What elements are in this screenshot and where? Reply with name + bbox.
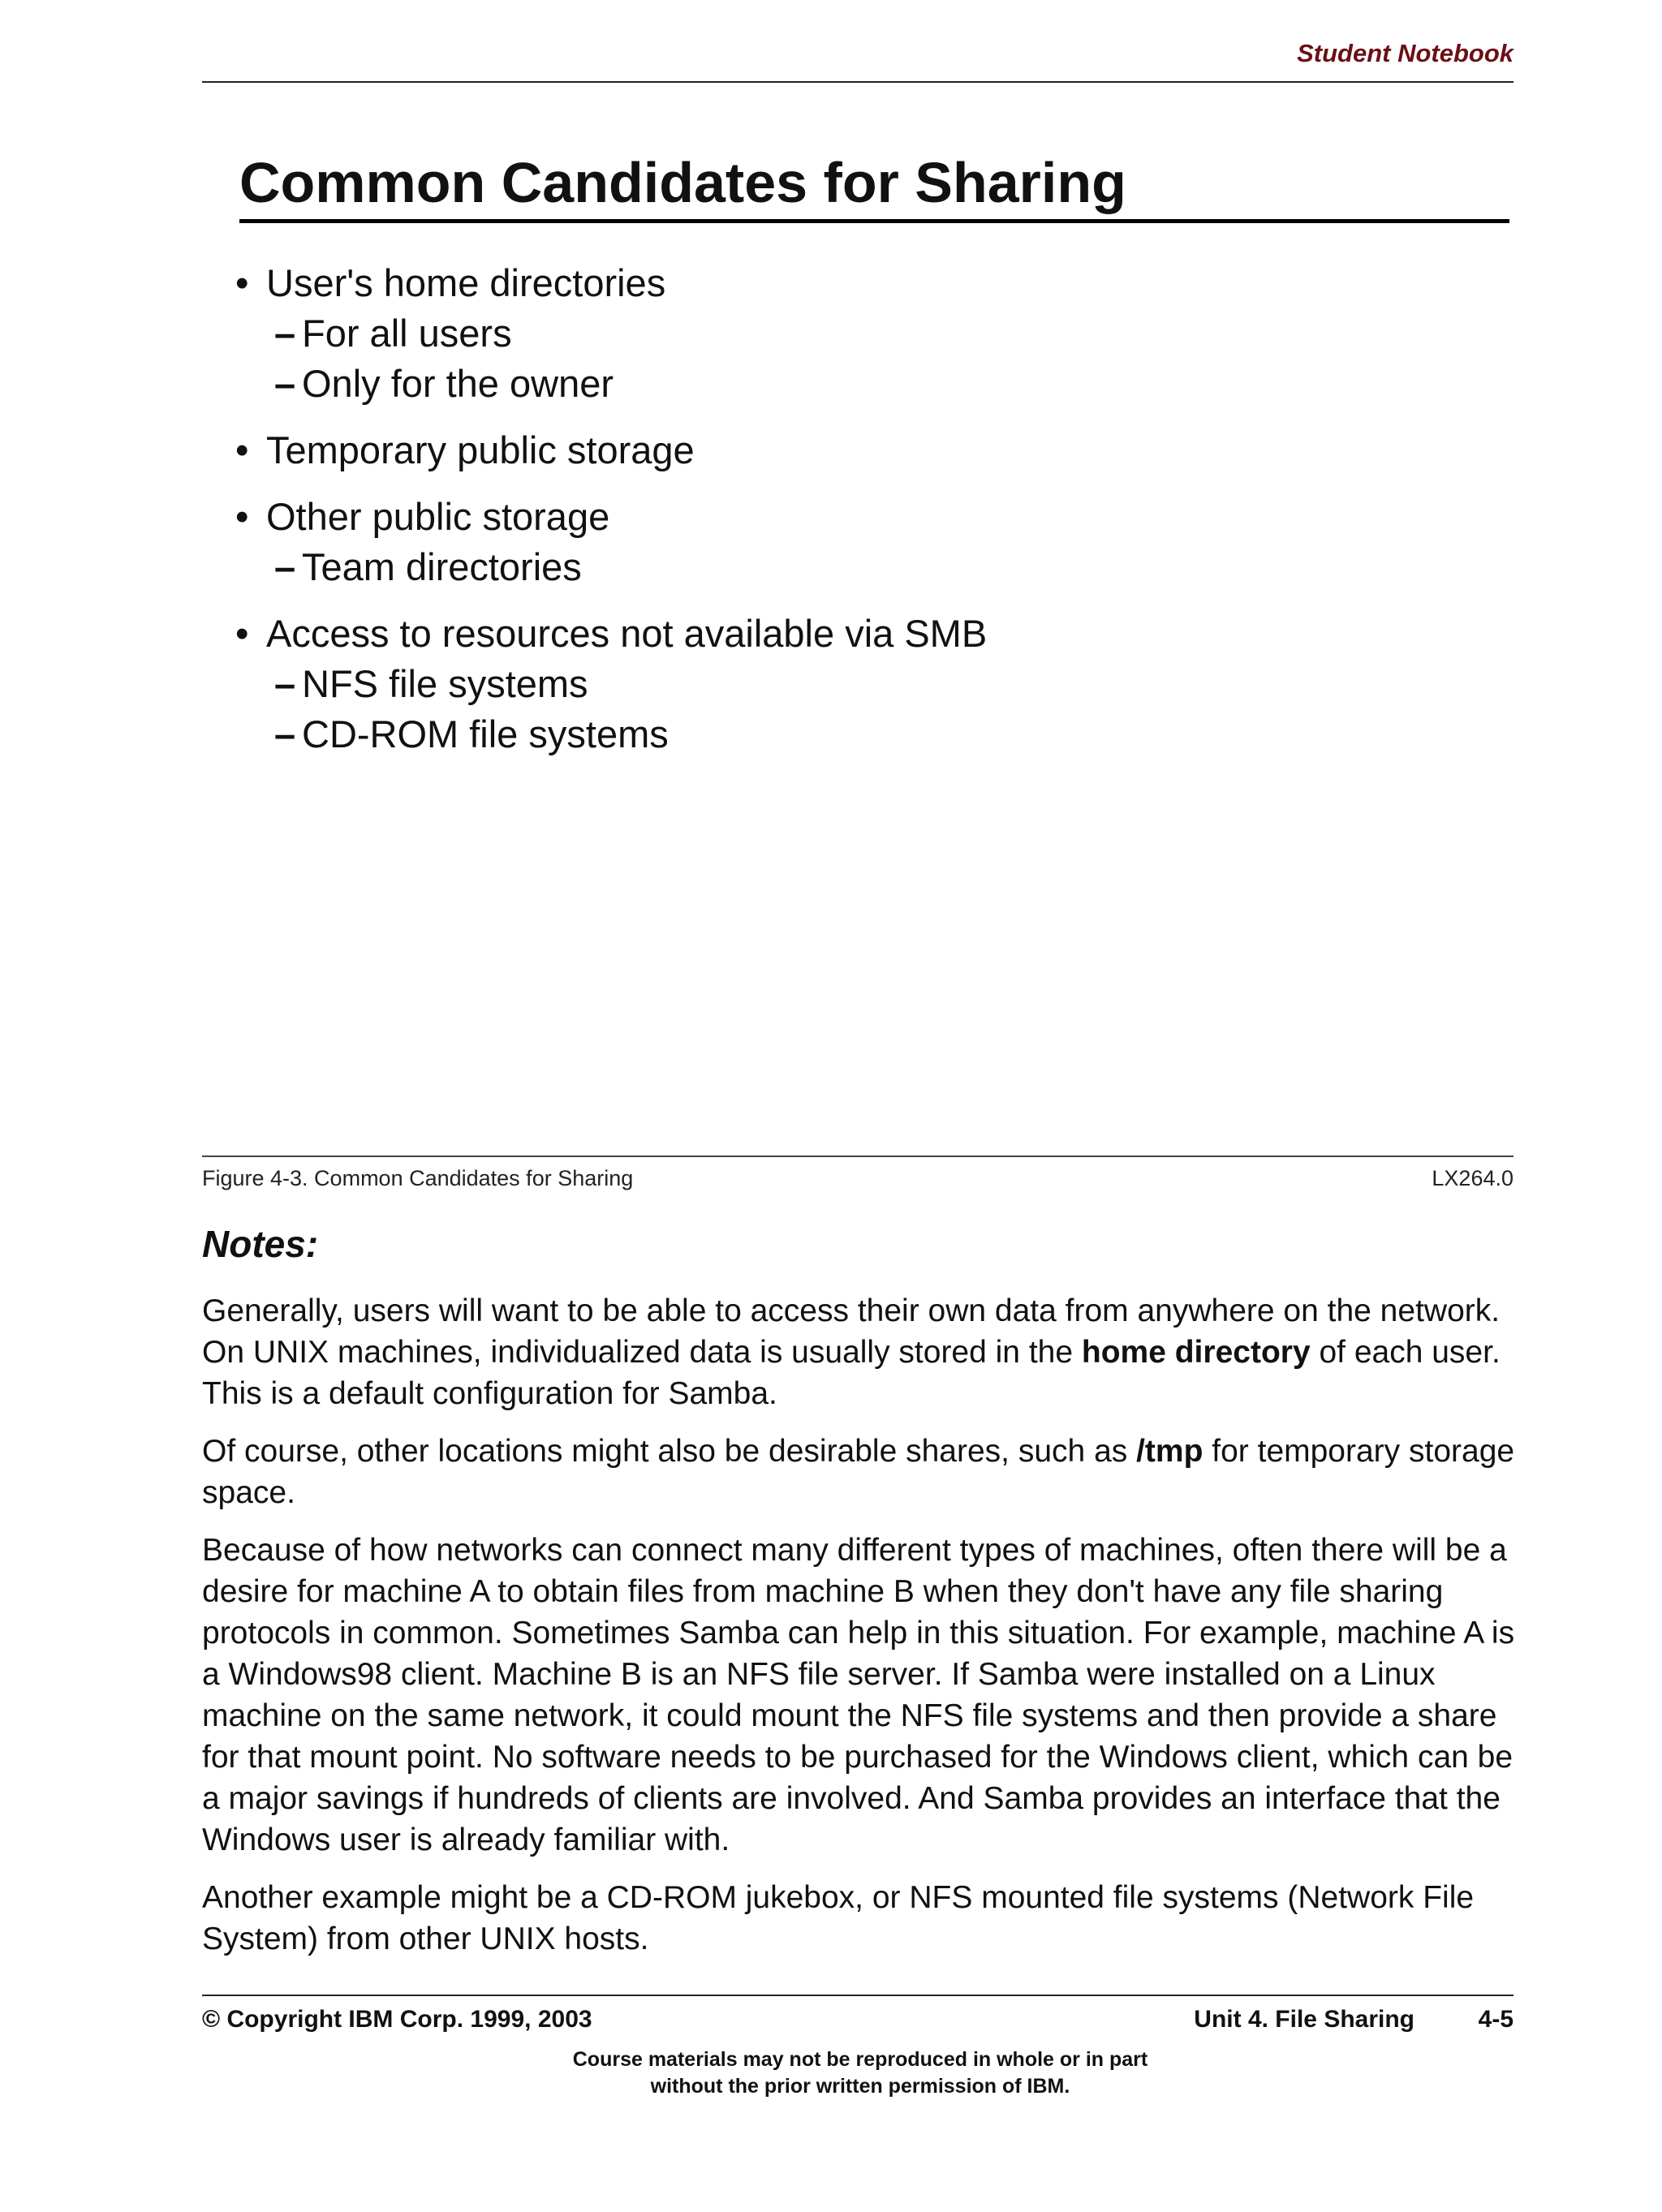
footer-copyright: © Copyright IBM Corp. 1999, 2003 (202, 2006, 592, 2033)
slide-title: Common Candidates for Sharing (239, 146, 1509, 223)
dash-icon: – (274, 362, 296, 405)
notes-paragraph: Because of how networks can connect many different types of machines, often there will be a desire for machine A to obtain files from machine B when they don't have any file sharing protocols in common. Sometimes Samba can help in this situation. For example, machine A is a Windows98 client. Machine B is an NFS file server. If Samba were installed on a Linux machine on the same network, it could mount the NFS file systems and then provide a share for that mount point. No software needs to be purchased for the Windows client, which can be a major savings if hundreds of clients are involved. And Samba provides an interface that the Windows user is already familiar with. (202, 1533, 1515, 1857)
bullet-item (235, 258, 987, 409)
sub-item (274, 308, 987, 359)
bullet-text: User's home directories (266, 261, 666, 304)
bullet-text: Temporary public storage (266, 428, 695, 471)
sub-text: Team directories (302, 545, 582, 588)
footer-page-number: 4-5 (1478, 2006, 1513, 2033)
sub-text: Only for the owner (302, 362, 614, 405)
sub-text: NFS file systems (302, 662, 588, 705)
notes-text: Generally, users will want to be able to access their own data from anywhere on the network. On UNIX machines, individualized data is usually stored in the (202, 1293, 1501, 1370)
sub-item (274, 709, 987, 760)
footer-legal (0, 2046, 1662, 2100)
header-label: Student Notebook (1297, 39, 1513, 67)
sub-item (274, 542, 987, 592)
sub-text: For all users (302, 312, 512, 355)
notes-title: Notes: (202, 1223, 319, 1265)
bullet-dot-icon: • (235, 428, 249, 471)
dash-icon: – (274, 312, 296, 355)
sub-list (235, 659, 987, 760)
sub-list (235, 308, 987, 409)
notes-bold-term: home directory (1081, 1335, 1311, 1370)
header-rule (202, 81, 1513, 83)
dash-icon: – (274, 545, 296, 588)
dash-icon: – (274, 662, 296, 705)
bullet-text: Other public storage (266, 495, 610, 538)
notes-text: of each user. This is a default configuration for Samba. (202, 1335, 1501, 1411)
footer-legal-line: Course materials may not be reproduced in whole or in part (572, 2048, 1148, 2071)
notes-paragraph (202, 1431, 1517, 1513)
bullet-item (235, 609, 987, 760)
footer-unit: Unit 4. File Sharing (1194, 2006, 1414, 2033)
figure-caption: Figure 4-3. Common Candidates for Sharing (202, 1166, 634, 1190)
footer-rule (202, 1995, 1513, 1996)
notes-bold-term: /tmp (1136, 1434, 1203, 1469)
sub-list (235, 542, 987, 592)
figure-code: LX264.0 (1432, 1166, 1513, 1190)
bullet-text: Access to resources not available via SMB (266, 612, 988, 655)
slide-bullet-list (235, 258, 987, 776)
notes-text: for temporary storage space. (202, 1434, 1515, 1510)
notes-paragraph (202, 1290, 1517, 1414)
figure-rule (202, 1155, 1513, 1157)
notes-paragraph: Another example might be a CD-ROM jukebox, or NFS mounted file systems (Network File System) from other UNIX hosts. (202, 1880, 1475, 1956)
notes-body (202, 1290, 1517, 1976)
bullet-dot-icon: • (235, 261, 249, 304)
bullet-item (235, 425, 987, 476)
bullet-dot-icon: • (235, 495, 249, 538)
sub-item (274, 359, 987, 409)
dash-icon: – (274, 712, 296, 755)
sub-text: CD-ROM file systems (302, 712, 669, 755)
notes-text: Of course, other locations might also be desirable shares, such as (202, 1434, 1137, 1469)
sub-item (274, 659, 987, 709)
footer-legal-line: without the prior written permission of IBM. (650, 2075, 1070, 2098)
bullet-item (235, 492, 987, 592)
bullet-dot-icon: • (235, 612, 249, 655)
